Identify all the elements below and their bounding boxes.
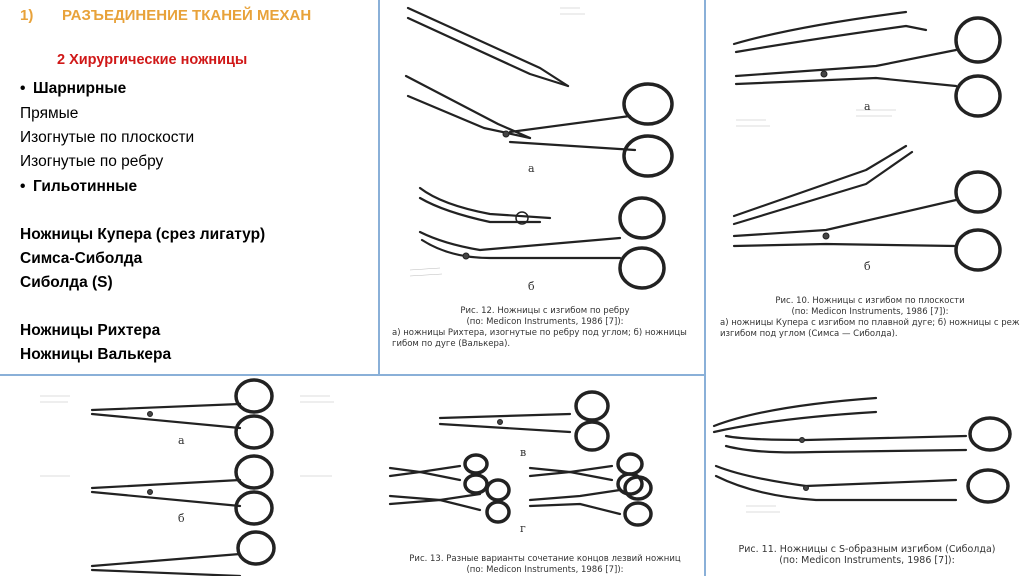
figure-13	[380, 376, 704, 576]
caption-line: Рис. 11. Ножницы с S-образным изгибом (Сиболда)	[738, 544, 996, 555]
figure-10	[706, 0, 1024, 374]
list-item-label: Гильотинные	[33, 178, 138, 195]
list-item: Ножницы Купера (срез лигатур)	[20, 226, 266, 243]
scissors-siebold-lower-drawing	[716, 466, 1008, 502]
figure-label-v: в	[520, 446, 527, 459]
caption-line: Рис. 12. Ножницы с изгибом по ребру	[460, 306, 630, 316]
scissors-variant-g-right-drawing	[530, 477, 651, 525]
caption-line: (по: Medicon Instruments, 1986 [7]):	[779, 555, 955, 566]
slide-subheading: 2 Хирургические ножницы	[57, 52, 248, 68]
figure-11-caption	[714, 544, 1020, 566]
scissors-variant-g-left-drawing	[390, 480, 509, 522]
caption-line: (по: Medicon Instruments, 1986 [7]):	[466, 565, 624, 575]
list-item: Прямые	[20, 105, 79, 122]
scissors-variant-small-left-drawing	[390, 455, 487, 493]
figure-label-b: б	[528, 280, 535, 293]
list-item-label: Шарнирные	[33, 80, 127, 97]
list-item: Симса-Сиболда	[20, 250, 143, 267]
list-item: Сиболда (S)	[20, 274, 113, 291]
scissors-richter-drawing	[406, 8, 672, 176]
figure-11	[706, 376, 1024, 576]
caption-line: Рис. 13. Разные варианты сочетание концов лезвий ножниц	[409, 554, 681, 564]
scissors-walker-drawing	[420, 188, 664, 288]
list-item: Ножницы Валькера	[20, 346, 172, 363]
figure-label-a: а	[864, 100, 871, 113]
figure-label-g: г	[520, 522, 526, 535]
figure-label-a: а	[528, 162, 535, 175]
figure-12	[380, 0, 704, 374]
list-item: Изогнутые по плоскости	[20, 129, 195, 146]
scissors-variant-v-drawing	[440, 392, 608, 450]
figure-straight-scissors	[0, 376, 380, 576]
figure-label-b: б	[178, 512, 185, 525]
figure-12-caption	[392, 306, 698, 350]
caption-line: гибом по дуге (Валькера).	[392, 339, 511, 349]
heading-number: 1)	[20, 7, 34, 24]
figure-label-b: б	[864, 260, 871, 273]
list-item: Изогнутые по ребру	[20, 153, 164, 170]
slide-heading	[20, 6, 320, 25]
figure-10-caption	[720, 296, 1020, 340]
figure-label-a: а	[178, 434, 185, 447]
text-panel	[0, 0, 378, 374]
figure-13-caption	[400, 554, 690, 576]
bullet-glyph: •	[20, 80, 26, 97]
list-item: Ножницы Рихтера	[20, 322, 161, 339]
caption-line: а) ножницы Рихтера, изогнутые по ребру под углом; б) ножницы	[392, 328, 687, 338]
figure-straight-illustration	[0, 376, 380, 576]
caption-line: (по: Medicon Instruments, 1986 [7]):	[466, 317, 624, 327]
caption-line: изгибом под углом (Симса — Сиболда).	[720, 329, 898, 339]
caption-line: а) ножницы Купера с изгибом по плавной дуге; б) ножницы с реж	[720, 318, 1020, 328]
list-item	[20, 178, 137, 196]
caption-line: (по: Medicon Instruments, 1986 [7]):	[791, 307, 949, 317]
scissors-sims-siebold-drawing	[734, 146, 1000, 270]
list-item	[20, 80, 126, 98]
caption-line: Рис. 10. Ножницы с изгибом по плоскости	[775, 296, 965, 306]
scissors-siebold-upper-drawing	[714, 398, 876, 432]
bullet-glyph: •	[20, 178, 26, 195]
scissors-straight-c-drawing	[92, 532, 274, 576]
heading-text: РАЗЪЕДИНЕНИЕ ТКАНЕЙ МЕХАН	[62, 7, 312, 24]
figure-13-illustration	[380, 376, 704, 576]
